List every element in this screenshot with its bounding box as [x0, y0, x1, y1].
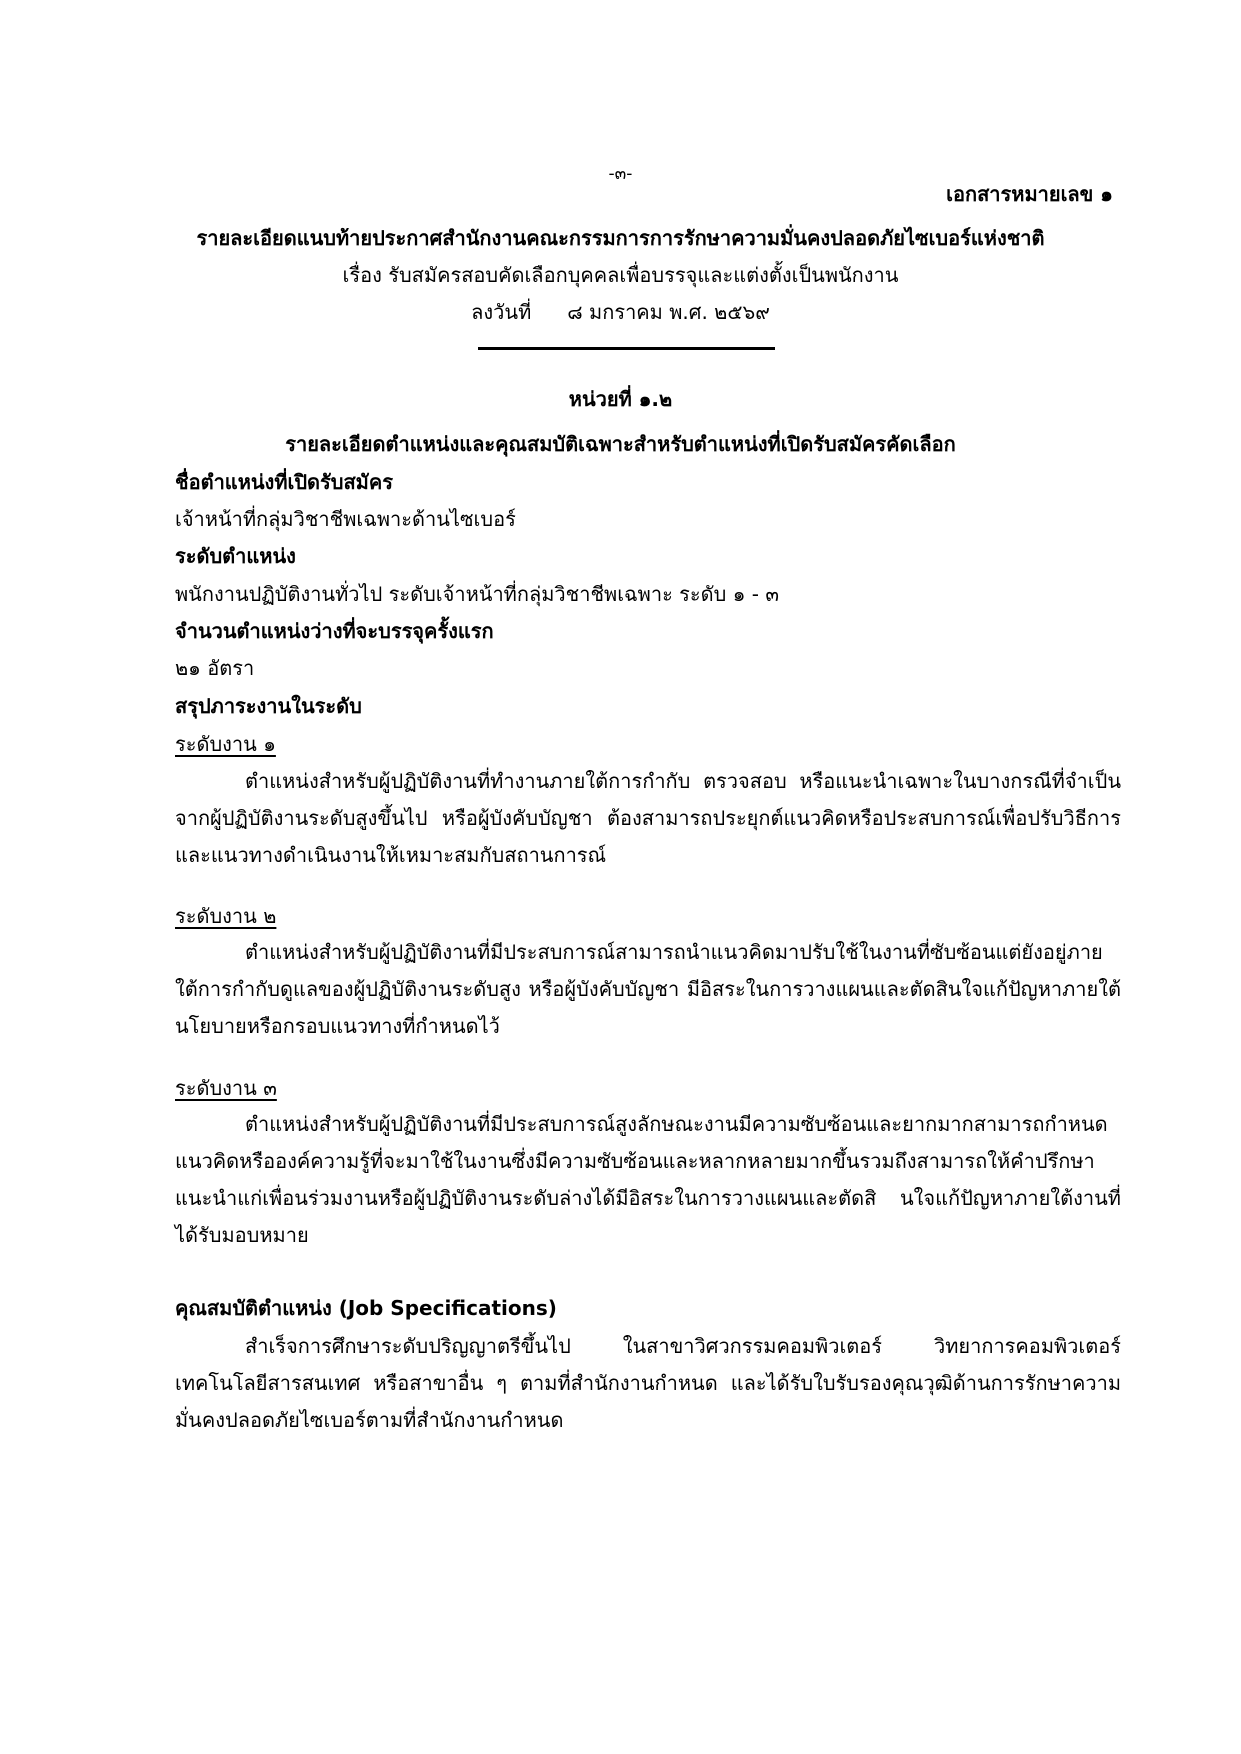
workload-level-1-text: ตำแหน่งสำหรับผู้ปฏิบัติงานที่ทำงานภายใต้การกำกับ ตรวจสอบ หรือแนะนำเฉพาะในบางกรณีที่จำเป็น จากผู้ปฏิบัติงานระดับสูงขึ้นไป หรือผู้บังคับบัญชา ต้องสามารถประยุกต์แนวคิดหรือประสบการณ์เพื่อปรับวิธีการและแนวทางดำเนินงานให้เหมาะสมกับสถานการณ์ [175, 769, 1121, 867]
announcement-date [0, 296, 1241, 328]
page-number: -๓- [608, 164, 633, 184]
divider-line [478, 347, 775, 350]
announcement-subject: เรื่อง รับสมัครสอบคัดเลือกบุคคลเพื่อบรรจุและแต่งตั้งเป็นพนักงาน [342, 263, 899, 287]
workload-heading: สรุปภาระงานในระดับ [175, 694, 362, 718]
date-value: ๘ มกราคม พ.ศ. ๒๕๖๙ [567, 300, 770, 324]
level-value: พนักงานปฏิบัติงานทั่วไป ระดับเจ้าหน้าที่กลุ่มวิชาชีพเฉพาะ ระดับ ๑ - ๓ [175, 582, 779, 606]
workload-level-3-text: ตำแหน่งสำหรับผู้ปฏิบัติงานที่มีประสบการณ์สูงลักษณะงานมีความซับซ้อนและยากมากสามารถกำหนดแนวคิดหรือองค์ความรู้ที่จะมาใช้ในงานซึ่งมีความซับซ้อนและหลากหลายมากขึ้นรวมถึงสามารถให้คำปรึกษาแนะนำแก่เพื่อนร่วมงานหรือผู้ปฏิบัติงานระดับล่างได้มีอิสระในการวางแผนและตัดสิ นใจแก้ปัญหาภายใต้งานที่ได้รับมอบหมาย [175, 1112, 1121, 1247]
document-number: เอกสารหมายเลข ๑ [946, 182, 1113, 206]
workload-level-3-label: ระดับงาน ๓ [175, 1076, 277, 1100]
workload-level-1-label: ระดับงาน ๑ [175, 732, 276, 756]
workload-level-2-label: ระดับงาน ๒ [175, 904, 277, 928]
position-value: เจ้าหน้าที่กลุ่มวิชาชีพเฉพาะด้านไซเบอร์ [175, 507, 516, 531]
position-heading: ชื่อตำแหน่งที่เปิดรับสมัคร [175, 470, 393, 494]
unit-title: หน่วยที่ ๑.๒ [568, 387, 673, 411]
section-title: รายละเอียดตำแหน่งและคุณสมบัติเฉพาะสำหรับตำแหน่งที่เปิดรับสมัครคัดเลือก [285, 432, 956, 456]
announcement-title: รายละเอียดแนบท้ายประกาศสำนักงานคณะกรรมการการรักษาความมั่นคงปลอดภัยไซเบอร์แห่งชาติ [196, 226, 1045, 250]
vacancies-heading: จำนวนตำแหน่งว่างที่จะบรรจุครั้งแรก [175, 619, 494, 643]
vacancies-value: ๒๑ อัตรา [175, 656, 255, 680]
specifications-heading: คุณสมบัติตำแหน่ง (Job Specifications) [175, 1296, 557, 1320]
specifications-text: สำเร็จการศึกษาระดับปริญญาตรีขึ้นไป ในสาขาวิศวกรรมคอมพิวเตอร์ วิทยาการคอมพิวเตอร์ เทคโนโลยีสารสนเทศ หรือสาขาอื่น ๆ ตามที่สำนักงานกำหนด และได้รับใบรับรองคุณวุฒิด้านการรักษาความมั่นคงปลอดภัยไซเบอร์ตามที่สำนักงานกำหนด [175, 1334, 1121, 1432]
workload-level-2-text: ตำแหน่งสำหรับผู้ปฏิบัติงานที่มีประสบการณ์สามารถนำแนวคิดมาปรับใช้ในงานที่ซับซ้อนแต่ยังอยู่ภายใต้การกำกับดูแลของผู้ปฏิบัติงานระดับสูง หรือผู้บังคับบัญชา มีอิสระในการวางแผนและตัดสินใจแก้ปัญหาภายใต้นโยบายหรือกรอบแนวทางที่กำหนดไว้ [175, 940, 1121, 1038]
level-heading: ระดับตำแหน่ง [175, 544, 296, 568]
date-prefix: ลงวันที่ [471, 300, 532, 324]
